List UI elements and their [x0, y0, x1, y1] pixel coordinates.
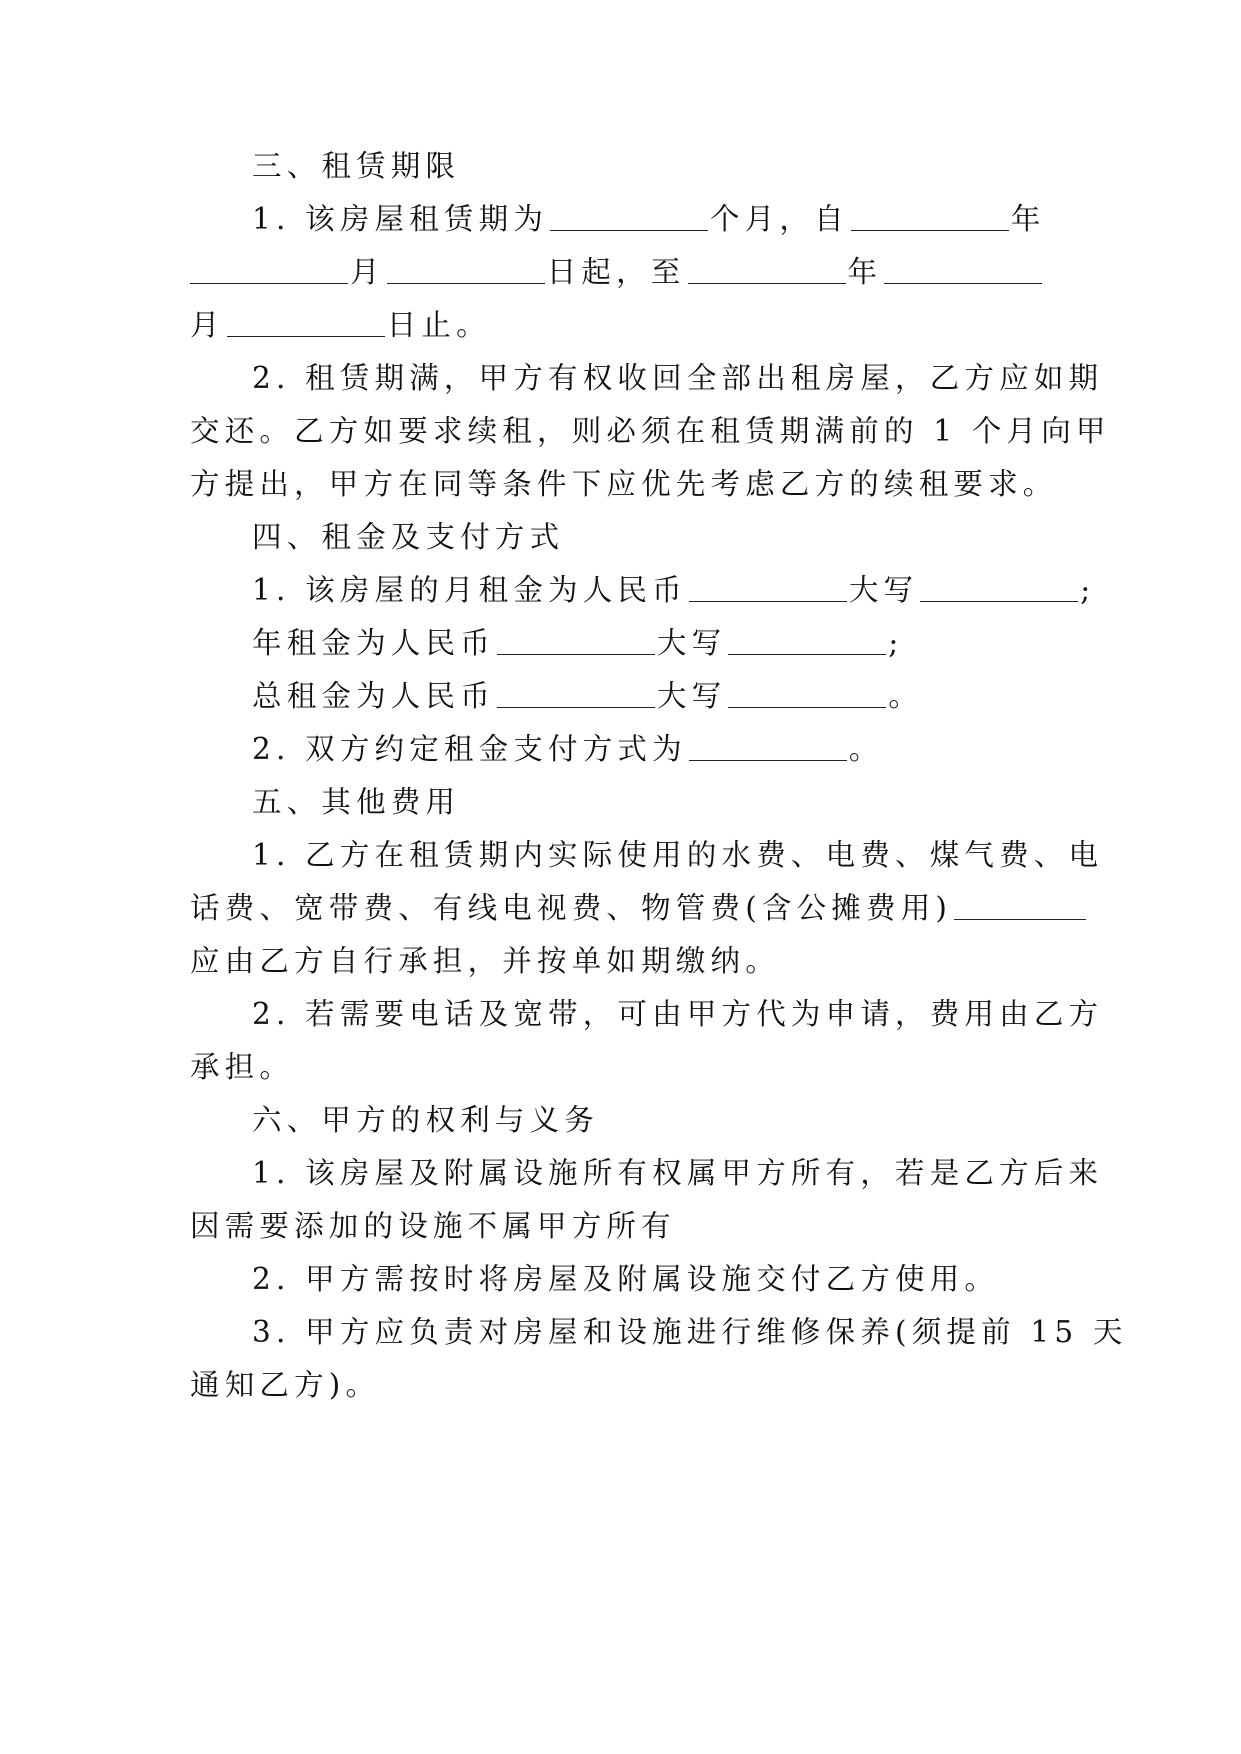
utilities-line	[190, 888, 1050, 928]
text-fragment: 大写	[656, 626, 727, 660]
text-fragment: 个月，自	[710, 202, 849, 236]
text-fragment: 日止。	[386, 308, 491, 342]
paragraph-line: 2. 若需要电话及宽带，可由甲方代为申请，费用由乙方	[252, 997, 1104, 1031]
yearly-rent-line	[252, 623, 1052, 663]
blank-end-month[interactable]	[884, 257, 1042, 284]
text-fragment: 大写	[848, 573, 919, 607]
text-fragment: 话费、宽带费、有线电视费、物管费(含公摊费用)	[190, 891, 953, 925]
paragraph-line: 1. 乙方在租赁期内实际使用的水费、电费、煤气费、电	[252, 838, 1104, 872]
text-fragment: 月	[190, 308, 225, 342]
blank-yearly-rent-uppercase[interactable]	[728, 628, 886, 655]
section-heading-party-a-rights: 六、甲方的权利与义务	[252, 1103, 600, 1137]
text-fragment: 年	[847, 255, 883, 289]
text-fragment: ;	[888, 626, 904, 660]
text-fragment: 月	[350, 255, 385, 289]
lease-term-line-2	[190, 252, 1050, 292]
text-fragment: 年租金为人民币	[252, 626, 495, 660]
text-fragment: 总租金为人民币	[252, 679, 495, 713]
blank-start-month[interactable]	[190, 257, 348, 284]
paragraph-line: 方提出，甲方在同等条件下应优先考虑乙方的续租要求。	[190, 467, 1058, 501]
blank-end-day[interactable]	[227, 310, 385, 337]
text-fragment: 1. 该房屋租赁期为	[252, 202, 549, 236]
section-heading-lease-term: 三、租赁期限	[252, 149, 461, 183]
blank-total-rent-uppercase[interactable]	[728, 681, 886, 708]
paragraph-line: 承担。	[190, 1050, 295, 1084]
lease-term-line-3	[190, 305, 1050, 345]
blank-utilities[interactable]	[954, 893, 1086, 920]
text-fragment: 日起，至	[546, 255, 686, 289]
section-heading-rent: 四、租金及支付方式	[252, 520, 565, 554]
text-fragment: 1. 该房屋的月租金为人民币	[252, 573, 687, 607]
paragraph-line: 因需要添加的设施不属甲方所有	[190, 1209, 676, 1243]
section-heading-other-fees: 五、其他费用	[252, 785, 461, 819]
text-fragment: 年	[1010, 202, 1046, 236]
blank-monthly-rent[interactable]	[689, 575, 847, 602]
text-fragment: 大写	[656, 679, 727, 713]
blank-end-year[interactable]	[688, 257, 846, 284]
paragraph-line: 应由乙方自行承担，并按单如期缴纳。	[190, 944, 780, 978]
blank-monthly-rent-uppercase[interactable]	[920, 575, 1078, 602]
paragraph-line: 3. 甲方应负责对房屋和设施进行维修保养(须提前 15 天	[252, 1315, 1128, 1349]
blank-payment-method[interactable]	[689, 734, 847, 761]
payment-method-line	[252, 729, 1052, 769]
paragraph-line: 通知乙方)。	[190, 1368, 381, 1402]
lease-term-line-1	[252, 199, 1052, 239]
paragraph-line: 2. 甲方需按时将房屋及附属设施交付乙方使用。	[252, 1262, 1000, 1296]
total-rent-line	[252, 676, 1052, 716]
blank-yearly-rent[interactable]	[497, 628, 655, 655]
monthly-rent-line	[252, 570, 1096, 610]
text-fragment: 。	[888, 679, 924, 713]
text-fragment: ;	[1080, 573, 1096, 607]
paragraph-line: 交还。乙方如要求续租，则必须在租赁期满前的 1 个月向甲	[190, 414, 1111, 448]
text-fragment: 2. 双方约定租金支付方式为	[252, 732, 687, 766]
blank-start-year[interactable]	[851, 204, 1009, 231]
paragraph-line: 1. 该房屋及附属设施所有权属甲方所有，若是乙方后来	[252, 1156, 1104, 1190]
text-fragment: 。	[848, 732, 884, 766]
blank-start-day[interactable]	[387, 257, 545, 284]
blank-months[interactable]	[550, 204, 708, 231]
blank-total-rent[interactable]	[497, 681, 655, 708]
paragraph-line: 2. 租赁期满，甲方有权收回全部出租房屋，乙方应如期	[252, 361, 1104, 395]
